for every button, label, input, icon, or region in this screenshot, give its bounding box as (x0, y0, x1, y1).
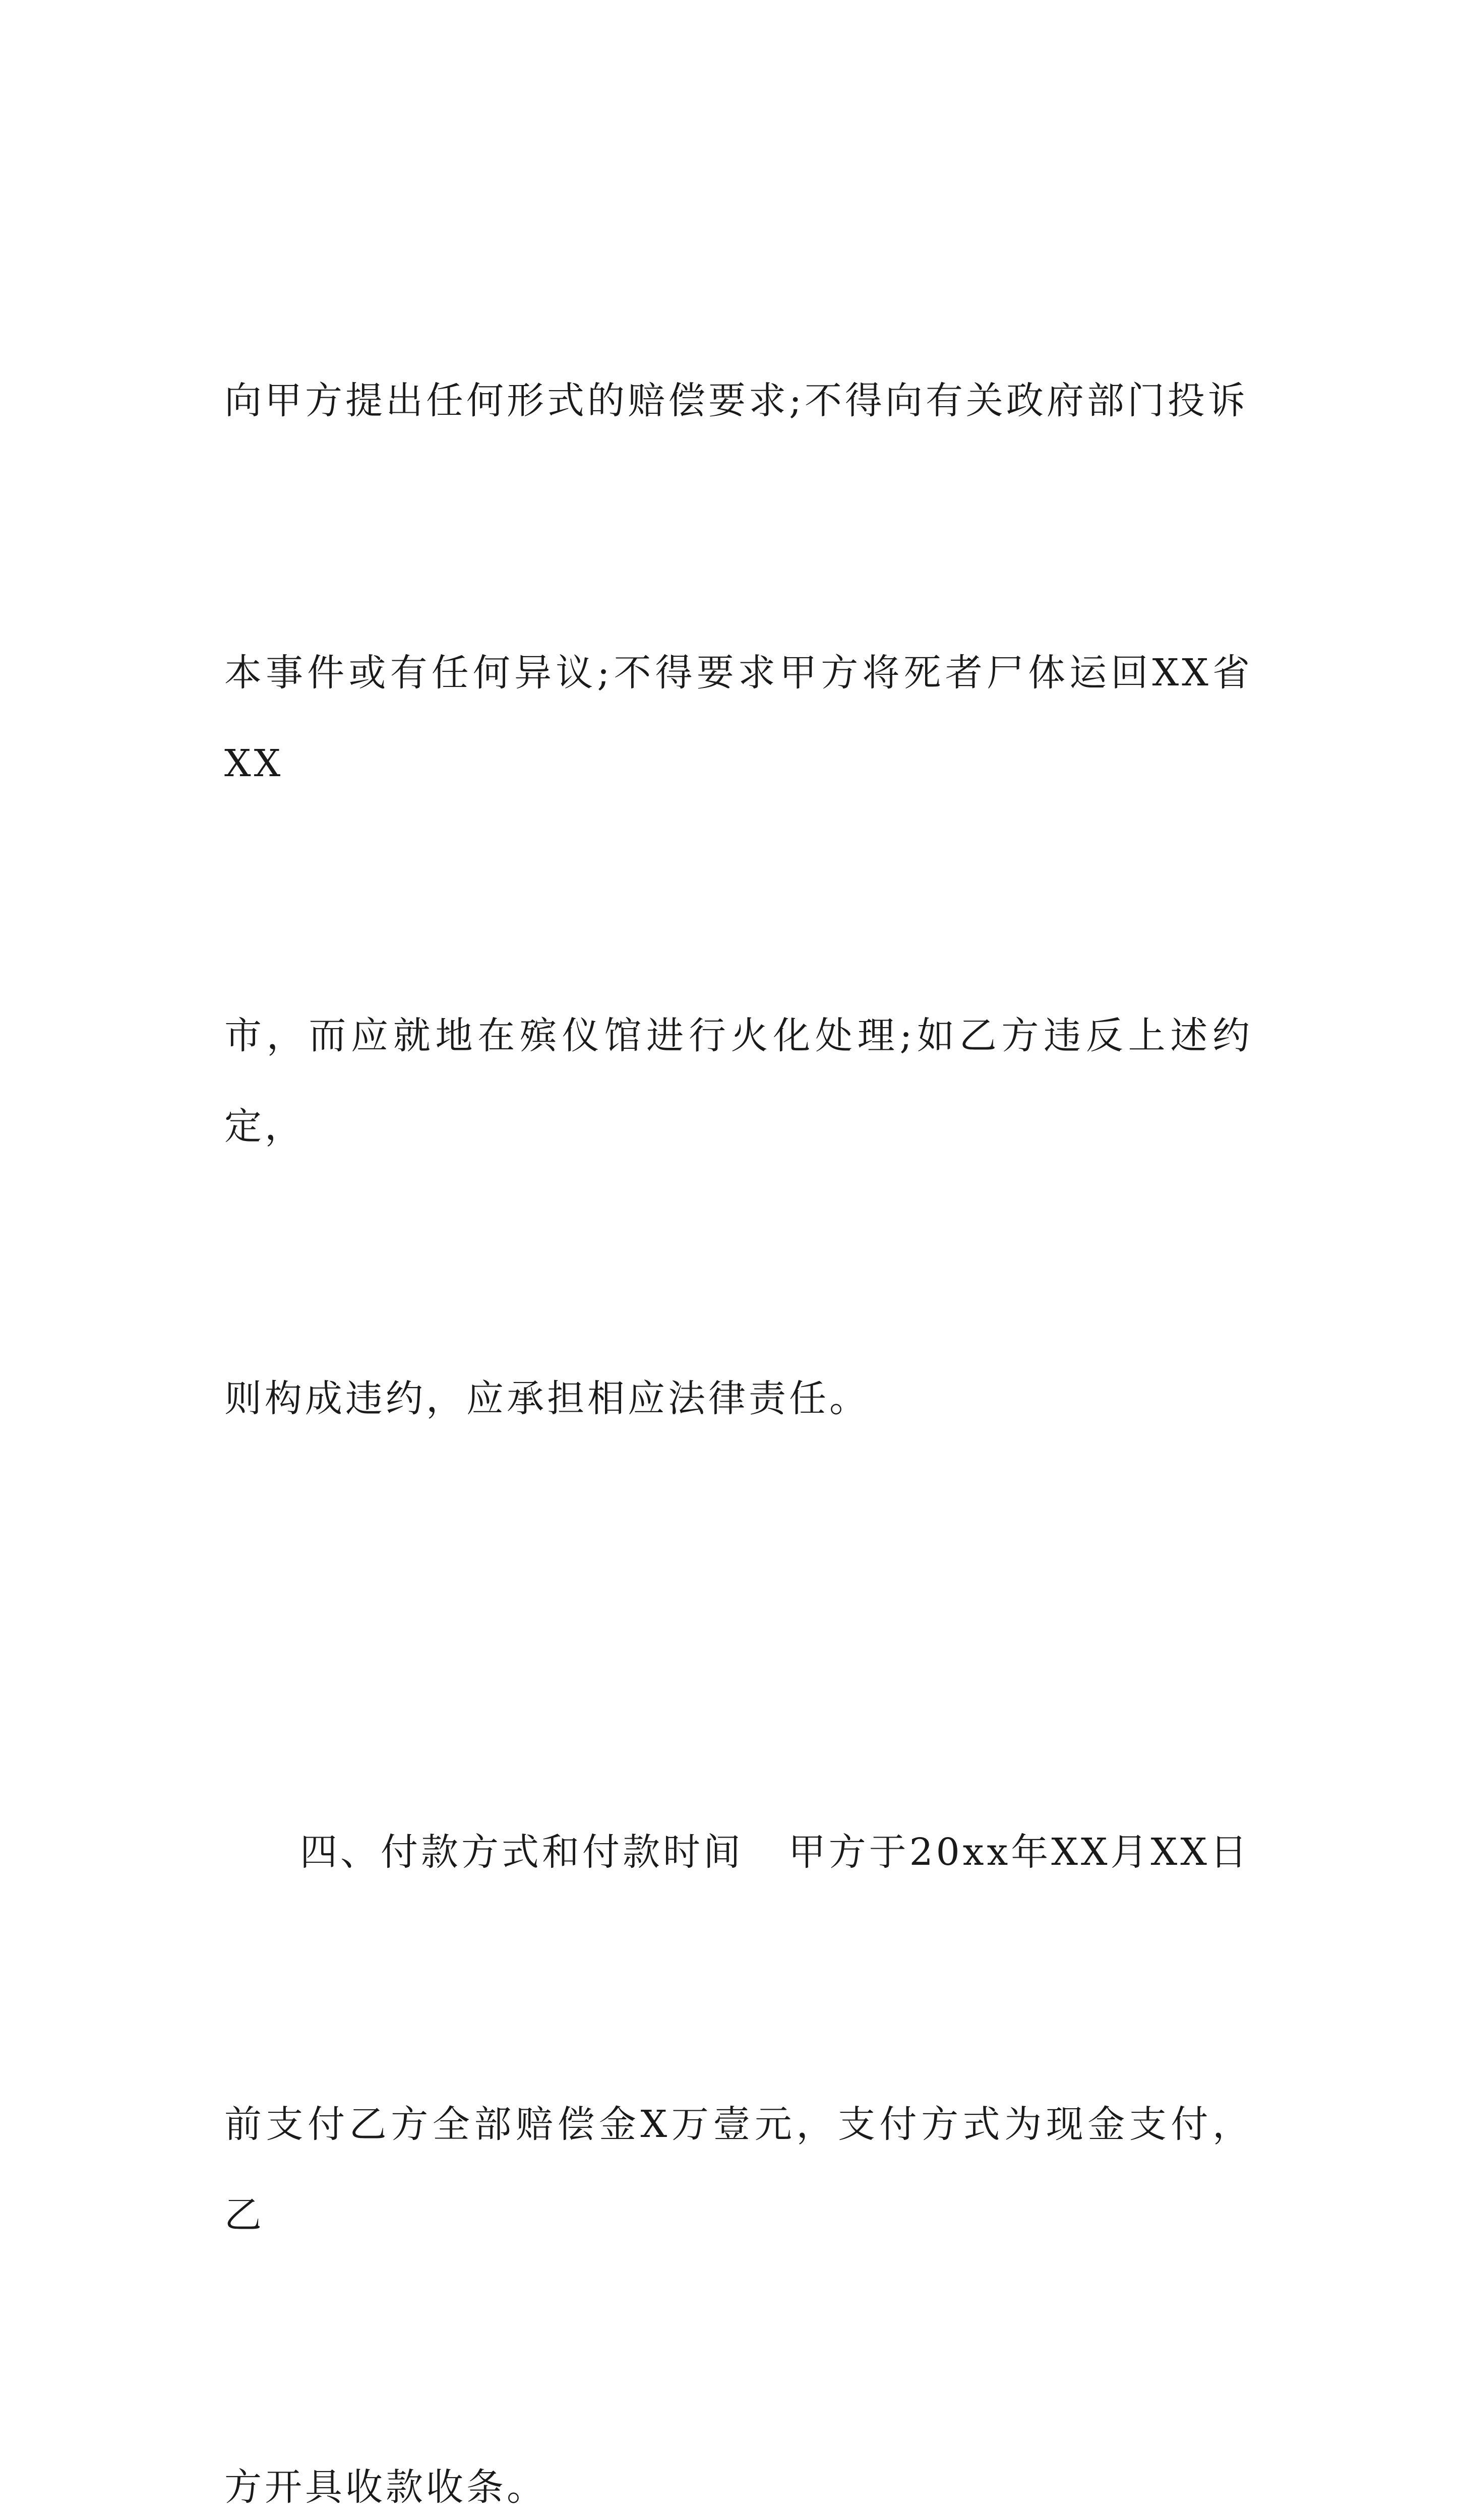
text-line: 向甲方提出任何形式的赔偿要求;不得向有关政府部门投诉 (224, 379, 1248, 422)
text-line: 前支付乙方全部赔偿金X万壹元，支付方式为现金支付，乙 (224, 2103, 1253, 2237)
text-line: 则构成违约，应承担相应法律责任。 (224, 1377, 870, 1420)
text-line: 本事件或有任何异议;不得要求甲方将死者尸体运回XX省XX (224, 651, 1253, 785)
paragraph-compensation-terms (224, 174, 1253, 1625)
text-line: 市，而应就地在殡仪馆进行火化处理;如乙方违反上述约定， (224, 1014, 1253, 1148)
text-line: 方开具收款收条。 (224, 2466, 547, 2509)
document-body (224, 174, 1253, 2520)
text-line: 四、付款方式和付款时间 甲方于20xx年XX月XX日 (300, 1831, 1250, 1874)
paragraph-payment-method (224, 1625, 1253, 2520)
